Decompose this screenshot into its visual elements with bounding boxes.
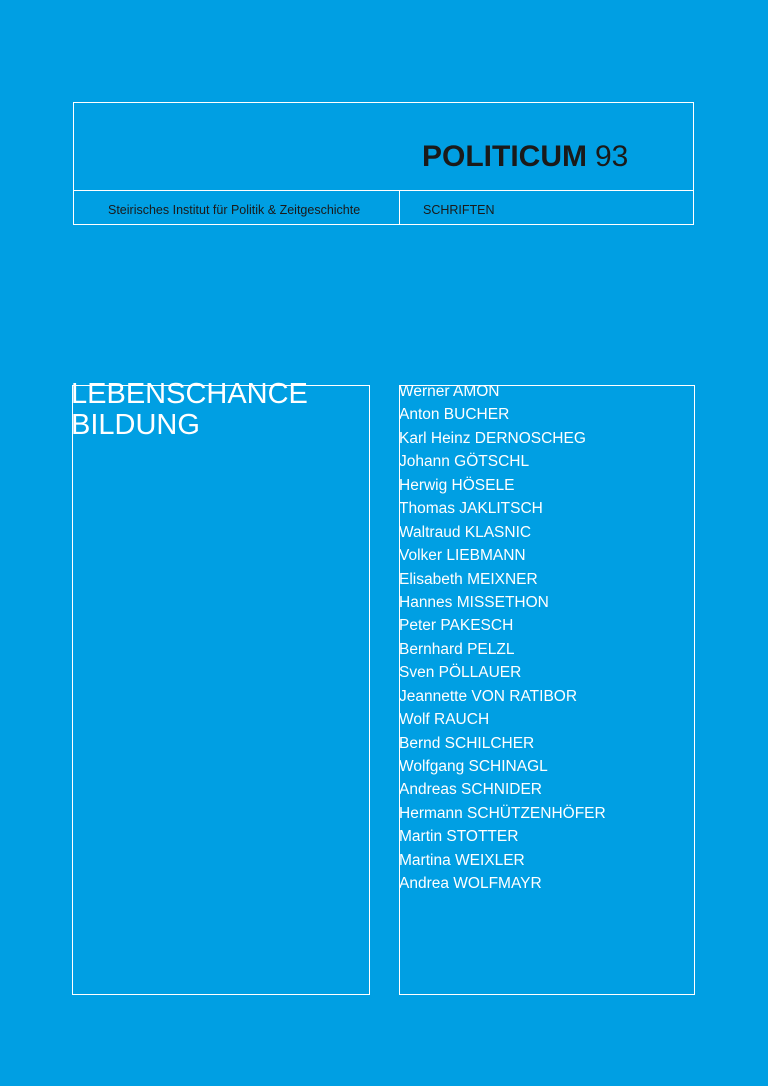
author-name: Martin STOTTER [399, 828, 519, 846]
author-name: Bernhard PELZL [399, 640, 515, 658]
author-name: Anton BUCHER [399, 406, 510, 424]
author-name: Wolfgang SCHINAGL [399, 758, 548, 775]
author-name: Karl Heinz DERNOSCHEG [399, 429, 586, 447]
author-name: Andrea WOLFMAYR [399, 875, 542, 893]
author-name: Hermann SCHÜTZENHÖFER [399, 804, 606, 822]
book-title-line-2: BILDUNG [71, 409, 200, 441]
author-name: Werner AMON [399, 383, 500, 400]
series-header [73, 102, 694, 225]
series-name: POLITICUM [422, 140, 587, 173]
author-name: Sven PÖLLAUER [399, 664, 522, 682]
book-title-line-1: LEBENSCHANCE [71, 378, 308, 410]
title-frame [72, 385, 370, 995]
author-name: Volker LIEBMANN [399, 547, 526, 565]
book-title [71, 379, 308, 441]
author-list [399, 380, 606, 896]
author-name: Elisabeth MEIXNER [399, 570, 538, 588]
author-name: Hannes MISSETHON [399, 593, 549, 611]
author-name: Waltraud KLASNIC [399, 523, 532, 541]
author-name: Thomas JAKLITSCH [399, 500, 543, 518]
institute-name: Steirisches Institut für Politik & Zeitgeschichte [108, 203, 361, 217]
header-divider [399, 190, 400, 225]
series-header-top [74, 103, 693, 191]
author-name: Peter PAKESCH [399, 617, 514, 635]
author-name: Martina WEIXLER [399, 851, 525, 869]
author-name: Johann GÖTSCHL [399, 453, 530, 471]
author-name: Andreas SCHNIDER [399, 781, 542, 799]
author-name: Wolf RAUCH [399, 711, 490, 729]
author-name: Herwig HÖSELE [399, 476, 515, 494]
author-name: Jeannette VON RATIBOR [399, 687, 578, 705]
series-number: 93 [595, 140, 629, 173]
author-name: Bernd SCHILCHER [399, 734, 535, 752]
category-label: SCHRIFTEN [423, 203, 495, 217]
series-title [422, 140, 628, 174]
